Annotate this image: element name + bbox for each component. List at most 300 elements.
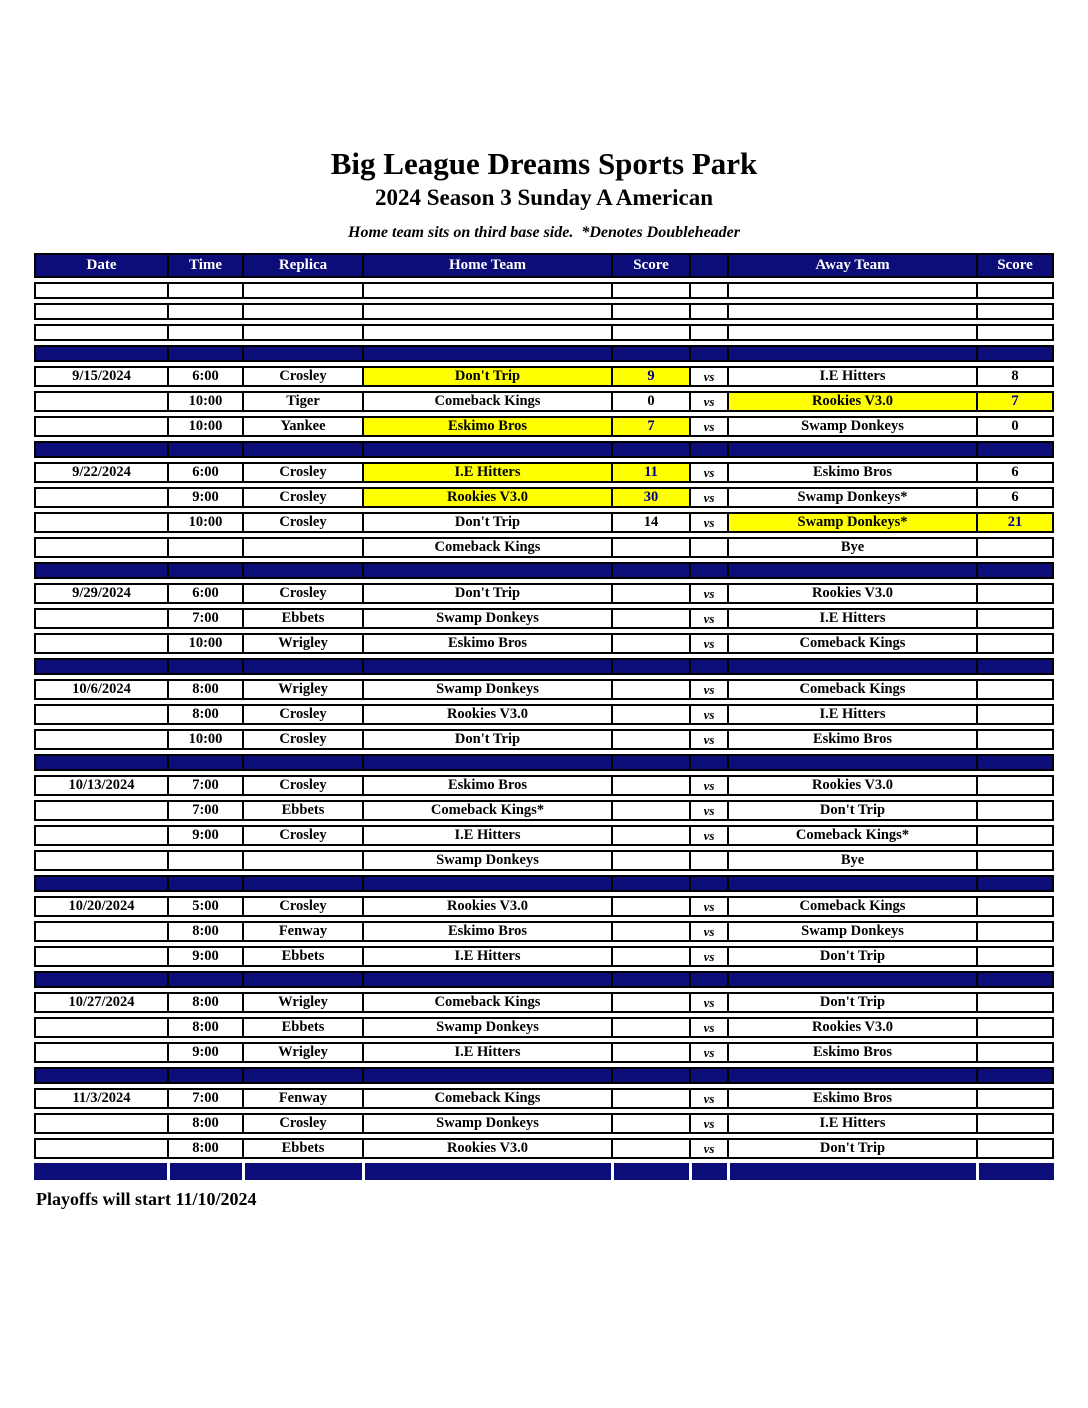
cell-time: 7:00 [167,1088,242,1109]
cell-home-team: Swamp Donkeys [362,1017,611,1038]
cell-away-team: Don't Trip [727,946,976,967]
cell-date [34,1017,167,1038]
separator-cell [242,875,362,892]
cell-time: 6:00 [167,366,242,387]
cell-home-score [611,1138,689,1159]
separator-row [34,345,1054,362]
cell-home-score [611,729,689,750]
cell-away-score: 8 [976,366,1054,387]
cell-away-score [976,282,1054,299]
game-row [34,462,1054,483]
cell-home-score [611,921,689,942]
cell-time: 7:00 [167,800,242,821]
cell-away-team: Rookies V3.0 [727,775,976,796]
cell-date [34,282,167,299]
cell-home-score [611,324,689,341]
cell-away-score [976,633,1054,654]
schedule-table [34,249,1054,1184]
cell-home-score [611,1088,689,1109]
cell-replica: Wrigley [242,1042,362,1063]
cell-time: 10:00 [167,391,242,412]
separator-cell [727,1067,976,1084]
cell-time: 8:00 [167,704,242,725]
cell-replica: Tiger [242,391,362,412]
cell-home-score [611,1113,689,1134]
cell-replica [242,537,362,558]
cell-time: 6:00 [167,462,242,483]
cell-away-team: Eskimo Bros [727,1042,976,1063]
cell-time: 9:00 [167,1042,242,1063]
cell-home-team: Swamp Donkeys [362,608,611,629]
cell-vs: vs [689,704,727,725]
separator-cell [611,562,689,579]
cell-date [34,487,167,508]
cell-away-score [976,896,1054,917]
cell-home-team: Don't Trip [362,729,611,750]
cell-replica: Yankee [242,416,362,437]
cell-home-team: Comeback Kings [362,391,611,412]
cell-vs: vs [689,946,727,967]
cell-home-team: Eskimo Bros [362,633,611,654]
separator-cell [611,658,689,675]
cell-date [34,1113,167,1134]
cell-home-team: Rookies V3.0 [362,704,611,725]
cell-vs: vs [689,679,727,700]
cell-time [167,850,242,871]
cell-replica: Crosley [242,512,362,533]
separator-cell [34,1067,167,1084]
cell-away-score [976,946,1054,967]
column-header-away-team: Away Team [727,253,976,278]
cell-date: 11/3/2024 [34,1088,167,1109]
cell-away-team: I.E Hitters [727,1113,976,1134]
cell-away-team: Don't Trip [727,1138,976,1159]
cell-away-team: Don't Trip [727,992,976,1013]
separator-cell [242,1067,362,1084]
cell-date [34,608,167,629]
cell-date [34,921,167,942]
schedule-table-body [34,282,1054,1180]
cell-date [34,391,167,412]
cell-away-score [976,729,1054,750]
cell-time: 6:00 [167,583,242,604]
cell-home-team: Don't Trip [362,512,611,533]
cell-time: 5:00 [167,896,242,917]
separator-row [34,562,1054,579]
cell-date [34,800,167,821]
cell-replica [242,850,362,871]
cell-home-score [611,946,689,967]
separator-cell [167,875,242,892]
separator-cell [167,562,242,579]
cell-date [34,303,167,320]
separator-cell [242,441,362,458]
cell-away-score [976,992,1054,1013]
cell-away-team: I.E Hitters [727,608,976,629]
cell-date [34,416,167,437]
cell-home-team: Rookies V3.0 [362,1138,611,1159]
cell-away-score [976,1113,1054,1134]
cell-time: 10:00 [167,512,242,533]
cell-replica: Crosley [242,825,362,846]
game-row [34,679,1054,700]
game-row [34,946,1054,967]
column-header-away-score: Score [976,253,1054,278]
cell-away-score [976,679,1054,700]
cell-away-score [976,775,1054,796]
separator-cell [34,441,167,458]
separator-cell [167,345,242,362]
separator-cell [34,971,167,988]
cell-away-score [976,1042,1054,1063]
game-row [34,1017,1054,1038]
game-row [34,825,1054,846]
cell-vs: vs [689,992,727,1013]
game-row [34,608,1054,629]
cell-away-team: Bye [727,537,976,558]
cell-time: 8:00 [167,992,242,1013]
separator-cell [976,658,1054,675]
cell-home-team: Eskimo Bros [362,416,611,437]
separator-cell [362,754,611,771]
cell-vs: vs [689,366,727,387]
separator-cell [362,875,611,892]
cell-away-team: Swamp Donkeys* [727,487,976,508]
cell-date [34,633,167,654]
separator-cell [34,658,167,675]
cell-replica: Ebbets [242,1017,362,1038]
cell-away-score [976,324,1054,341]
separator-cell [611,1067,689,1084]
separator-cell [242,1163,362,1180]
cell-home-team: Swamp Donkeys [362,679,611,700]
season-subtitle: 2024 Season 3 Sunday A American [374,185,714,210]
cell-date: 9/22/2024 [34,462,167,483]
cell-away-team: Eskimo Bros [727,1088,976,1109]
separator-cell [727,562,976,579]
cell-away-team: Eskimo Bros [727,462,976,483]
cell-away-team: Eskimo Bros [727,729,976,750]
cell-home-team: Eskimo Bros [362,921,611,942]
cell-away-score: 7 [976,391,1054,412]
separator-cell [611,971,689,988]
cell-home-team: Don't Trip [362,583,611,604]
cell-home-score [611,800,689,821]
cell-vs: vs [689,1138,727,1159]
game-row [34,633,1054,654]
cell-home-score [611,1042,689,1063]
separator-row [34,971,1054,988]
cell-time: 7:00 [167,608,242,629]
cell-vs: vs [689,800,727,821]
cell-home-score [611,896,689,917]
column-header-date: Date [34,253,167,278]
cell-home-score [611,704,689,725]
cell-away-team [727,282,976,299]
game-row [34,487,1054,508]
cell-home-score [611,608,689,629]
game-row [34,391,1054,412]
separator-row [34,658,1054,675]
separator-cell [976,562,1054,579]
separator-cell [976,345,1054,362]
cell-date [34,512,167,533]
cell-replica: Ebbets [242,608,362,629]
cell-vs: vs [689,921,727,942]
cell-vs: vs [689,1113,727,1134]
cell-home-score: 9 [611,366,689,387]
cell-date: 9/29/2024 [34,583,167,604]
cell-home-team: Rookies V3.0 [362,487,611,508]
cell-date: 10/6/2024 [34,679,167,700]
cell-replica: Crosley [242,775,362,796]
cell-home-team: Don't Trip [362,366,611,387]
cell-vs: vs [689,608,727,629]
cell-vs: vs [689,633,727,654]
game-row [34,992,1054,1013]
cell-home-score [611,850,689,871]
cell-replica: Crosley [242,896,362,917]
separator-cell [976,754,1054,771]
cell-away-score [976,1138,1054,1159]
separator-cell [727,971,976,988]
separator-cell [727,1163,976,1180]
cell-home-team: Comeback Kings [362,992,611,1013]
column-header-replica: Replica [242,253,362,278]
game-row [34,512,1054,533]
separator-cell [976,1163,1054,1180]
cell-time: 8:00 [167,679,242,700]
cell-replica: Wrigley [242,679,362,700]
column-header-vs [689,253,727,278]
cell-vs: vs [689,729,727,750]
cell-home-team: Comeback Kings [362,1088,611,1109]
cell-date [34,704,167,725]
separator-cell [689,971,727,988]
cell-date [34,324,167,341]
cell-home-team [362,282,611,299]
cell-home-score [611,992,689,1013]
cell-date: 9/15/2024 [34,366,167,387]
separator-cell [727,441,976,458]
cell-vs [689,324,727,341]
cell-away-score [976,583,1054,604]
cell-date [34,850,167,871]
cell-away-team [727,324,976,341]
legend-note: Home team sits on third base side. *Denotes Doubleheader [348,224,740,241]
cell-home-score [611,282,689,299]
separator-cell [727,658,976,675]
cell-away-score [976,800,1054,821]
separator-cell [362,1163,611,1180]
cell-vs: vs [689,1042,727,1063]
cell-home-team: Eskimo Bros [362,775,611,796]
cell-replica: Crosley [242,729,362,750]
cell-home-score [611,775,689,796]
cell-time [167,282,242,299]
separator-cell [727,345,976,362]
cell-home-score [611,1017,689,1038]
cell-date: 10/20/2024 [34,896,167,917]
separator-cell [362,658,611,675]
separator-cell [689,658,727,675]
cell-home-team: I.E Hitters [362,946,611,967]
empty-row [34,303,1054,320]
cell-date [34,1138,167,1159]
cell-date [34,729,167,750]
separator-cell [242,345,362,362]
separator-cell [611,441,689,458]
cell-home-score: 11 [611,462,689,483]
cell-vs [689,537,727,558]
cell-away-score [976,1017,1054,1038]
page-title: Big League Dreams Sports Park [330,146,758,181]
cell-date [34,946,167,967]
cell-time: 9:00 [167,825,242,846]
cell-away-score [976,303,1054,320]
separator-cell [976,875,1054,892]
cell-vs: vs [689,775,727,796]
separator-cell [689,875,727,892]
separator-cell [611,754,689,771]
separator-cell [34,1163,167,1180]
separator-cell [689,441,727,458]
cell-vs: vs [689,487,727,508]
game-row [34,1042,1054,1063]
separator-cell [689,754,727,771]
cell-replica [242,324,362,341]
cell-date [34,537,167,558]
cell-replica: Crosley [242,704,362,725]
separator-cell [689,1067,727,1084]
cell-time: 8:00 [167,1017,242,1038]
separator-cell [167,1067,242,1084]
cell-away-team: Comeback Kings* [727,825,976,846]
cell-away-score [976,1088,1054,1109]
cell-replica: Fenway [242,921,362,942]
separator-cell [727,875,976,892]
cell-replica: Crosley [242,1113,362,1134]
cell-vs [689,850,727,871]
column-header-home-score: Score [611,253,689,278]
cell-time: 9:00 [167,487,242,508]
cell-time: 7:00 [167,775,242,796]
separator-cell [362,971,611,988]
cell-home-score [611,825,689,846]
game-row [34,800,1054,821]
cell-replica: Crosley [242,583,362,604]
cell-away-team: Rookies V3.0 [727,391,976,412]
cell-home-team: Swamp Donkeys [362,1113,611,1134]
cell-vs: vs [689,462,727,483]
cell-home-team: Rookies V3.0 [362,896,611,917]
separator-cell [242,658,362,675]
cell-away-score: 6 [976,462,1054,483]
cell-away-team: Comeback Kings [727,896,976,917]
separator-cell [242,971,362,988]
separator-cell [167,1163,242,1180]
cell-date: 10/13/2024 [34,775,167,796]
column-header-home-team: Home Team [362,253,611,278]
cell-away-team: I.E Hitters [727,704,976,725]
cell-away-team: Comeback Kings [727,633,976,654]
cell-away-score: 6 [976,487,1054,508]
cell-away-score [976,921,1054,942]
cell-replica [242,282,362,299]
cell-home-team [362,303,611,320]
game-row [34,1088,1054,1109]
bye-row [34,537,1054,558]
separator-cell [242,754,362,771]
game-row [34,921,1054,942]
cell-home-score [611,679,689,700]
cell-vs: vs [689,825,727,846]
separator-cell [167,658,242,675]
game-row [34,704,1054,725]
cell-replica: Ebbets [242,1138,362,1159]
separator-cell [362,345,611,362]
cell-time: 9:00 [167,946,242,967]
cell-away-team: Rookies V3.0 [727,583,976,604]
cell-away-team: Swamp Donkeys [727,921,976,942]
cell-away-team: Swamp Donkeys* [727,512,976,533]
separator-cell [976,1067,1054,1084]
cell-vs: vs [689,416,727,437]
empty-row [34,324,1054,341]
cell-home-score: 30 [611,487,689,508]
cell-home-team: Comeback Kings* [362,800,611,821]
cell-away-team: Rookies V3.0 [727,1017,976,1038]
cell-away-score: 0 [976,416,1054,437]
cell-time [167,537,242,558]
cell-vs: vs [689,583,727,604]
separator-row [34,875,1054,892]
cell-away-team: Swamp Donkeys [727,416,976,437]
game-row [34,775,1054,796]
separator-cell [167,441,242,458]
separator-cell [34,345,167,362]
separator-cell [34,562,167,579]
game-row [34,1113,1054,1134]
cell-home-score: 14 [611,512,689,533]
cell-home-team: Swamp Donkeys [362,850,611,871]
cell-away-score [976,704,1054,725]
cell-time: 10:00 [167,729,242,750]
cell-replica: Crosley [242,462,362,483]
separator-cell [242,562,362,579]
cell-away-team: Bye [727,850,976,871]
separator-cell [976,971,1054,988]
cell-home-team: I.E Hitters [362,462,611,483]
separator-cell [34,875,167,892]
cell-away-team: Comeback Kings [727,679,976,700]
separator-cell [167,971,242,988]
empty-row [34,282,1054,299]
separator-cell [611,875,689,892]
cell-home-score [611,537,689,558]
cell-home-team: I.E Hitters [362,825,611,846]
cell-replica: Crosley [242,487,362,508]
cell-time: 10:00 [167,416,242,437]
cell-date: 10/27/2024 [34,992,167,1013]
separator-row [34,754,1054,771]
separator-cell [362,441,611,458]
separator-cell [689,1163,727,1180]
separator-cell [689,345,727,362]
cell-time [167,324,242,341]
header-row [34,253,1054,278]
cell-vs: vs [689,391,727,412]
